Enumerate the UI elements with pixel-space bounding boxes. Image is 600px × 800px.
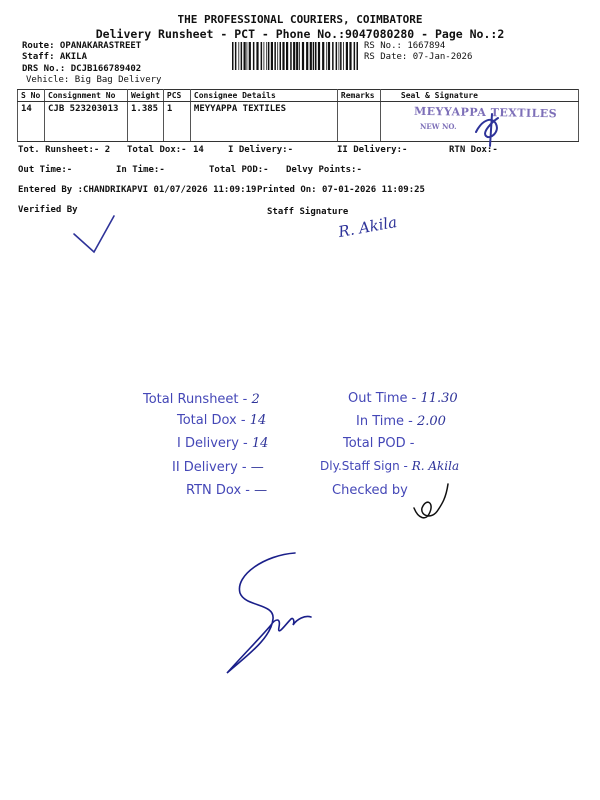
out-time: Out Time:- <box>18 165 73 175</box>
barcode-bar <box>302 42 304 70</box>
barcode-bar <box>340 42 342 70</box>
verified-by: Verified By <box>18 205 78 215</box>
stamp-out-time: Out Time - 11.30 <box>348 391 458 406</box>
barcode <box>232 42 360 70</box>
delvy-points: Delvy Points:- <box>286 165 362 175</box>
barcode-bar <box>271 42 273 70</box>
stamp-total-dox: Total Dox - 14 <box>177 413 267 428</box>
stamp-in-time: In Time - 2.00 <box>356 414 446 429</box>
rs-date: RS Date: 07-Jan-2026 <box>364 52 473 62</box>
barcode-bar <box>277 42 278 70</box>
printed-on: Printed On: 07-01-2026 11:09:25 <box>257 185 425 195</box>
vehicle: Vehicle: Big Bag Delivery <box>26 75 162 85</box>
barcode-bar <box>346 42 348 70</box>
barcode-bar <box>357 42 359 70</box>
cell-consignment: CJB 523203013 <box>45 102 128 142</box>
barcode-bar <box>326 42 327 70</box>
barcode-bar <box>268 42 270 70</box>
stamp-dly-staff-sign: Dly.Staff Sign - R. Akila <box>320 459 460 473</box>
col-pcs: PCS <box>163 90 190 102</box>
barcode-bar <box>266 42 267 70</box>
total-dox-label: Total Dox:- <box>127 145 187 155</box>
barcode-bar <box>332 42 334 70</box>
barcode-bar <box>296 42 298 70</box>
col-seal: Seal & Signature <box>380 90 578 102</box>
barcode-bar <box>339 42 340 70</box>
barcode-bar <box>253 42 255 70</box>
barcode-bar <box>343 42 344 70</box>
runsheet-title: Delivery Runsheet - PCT - Phone No.:9047080280 - Page No.:2 <box>95 27 505 41</box>
barcode-bar <box>336 42 338 70</box>
barcode-bar <box>256 42 258 70</box>
barcode-bar <box>249 42 251 70</box>
stamp-i-delivery: I Delivery - 14 <box>177 436 269 451</box>
barcode-bar <box>318 42 320 70</box>
company-title: THE PROFESSIONAL COURIERS, COIMBATORE <box>177 13 423 26</box>
barcode-bar <box>235 42 237 70</box>
barcode-bar <box>315 42 317 70</box>
barcode-bar <box>306 42 308 70</box>
col-weight: Weight <box>128 90 164 102</box>
barcode-bar <box>244 42 246 70</box>
barcode-bar <box>274 42 276 70</box>
staff: Staff: AKILA <box>22 52 88 62</box>
route: Route: OPANAKARASTREET <box>22 41 142 51</box>
stamp-checked-by: Checked by <box>332 483 408 498</box>
col-consignment: Consignment No <box>45 90 128 102</box>
stamp-rtn-dox: RTN Dox - — <box>186 483 268 498</box>
i-delivery: I Delivery:- <box>228 145 294 155</box>
barcode-bar <box>313 42 315 70</box>
entered-by: Entered By :CHANDRIKAPVI 01/07/2026 11:09:19 <box>18 185 257 195</box>
checked-by-signature <box>408 478 458 528</box>
ii-delivery: II Delivery:- <box>337 145 408 155</box>
stamp-total-pod: Total POD - <box>343 436 415 451</box>
barcode-bar <box>310 42 312 70</box>
stamp-ii-delivery: II Delivery - — <box>172 460 264 475</box>
staff-signature-label: Staff Signature <box>267 207 349 217</box>
rs-number: RS No.: 1667894 <box>364 41 446 51</box>
barcode-bar <box>238 42 239 70</box>
barcode-bar <box>241 42 243 70</box>
barcode-bar <box>299 42 300 70</box>
rtn-dox: RTN Dox:- <box>449 145 498 155</box>
in-time: In Time:- <box>116 165 165 175</box>
barcode-bar <box>354 42 356 70</box>
barcode-bar <box>280 42 282 70</box>
staff-handwritten-sign: R. Akila <box>336 212 399 242</box>
tot-runsheet: Tot. Runsheet:- 2 <box>18 145 111 155</box>
total-pod: Total POD:- <box>209 165 269 175</box>
total-dox-value: 14 <box>193 145 204 155</box>
col-consignee: Consignee Details <box>190 90 337 102</box>
barcode-bar <box>247 42 248 70</box>
verified-check-mark <box>70 210 120 260</box>
barcode-bar <box>264 42 265 70</box>
barcode-bar <box>290 42 292 70</box>
cell-consignee: MEYYAPPA TEXTILES <box>190 102 337 142</box>
barcode-bar <box>293 42 295 70</box>
col-sno: S No <box>18 90 45 102</box>
drs-number: DRS No.: DCJB166789402 <box>22 64 142 74</box>
barcode-bar <box>282 42 284 70</box>
cell-pcs: 1 <box>163 102 190 142</box>
cell-sno: 14 <box>18 102 45 142</box>
seal-signature-mark <box>470 110 510 150</box>
barcode-bar <box>261 42 263 70</box>
barcode-bar <box>349 42 351 70</box>
stamp-total-runsheet: Total Runsheet - 2 <box>143 392 260 407</box>
col-remarks: Remarks <box>337 90 380 102</box>
barcode-bar <box>232 42 234 70</box>
cell-weight: 1.385 <box>128 102 164 142</box>
seal-stamp: MEYYAPPA TEXTILES <box>413 104 558 121</box>
large-signature <box>215 545 325 685</box>
barcode-bar <box>286 42 288 70</box>
barcode-bar <box>328 42 330 70</box>
cell-remarks <box>337 102 380 142</box>
seal-stamp-sub: NEW NO. <box>420 122 457 131</box>
barcode-bar <box>322 42 324 70</box>
